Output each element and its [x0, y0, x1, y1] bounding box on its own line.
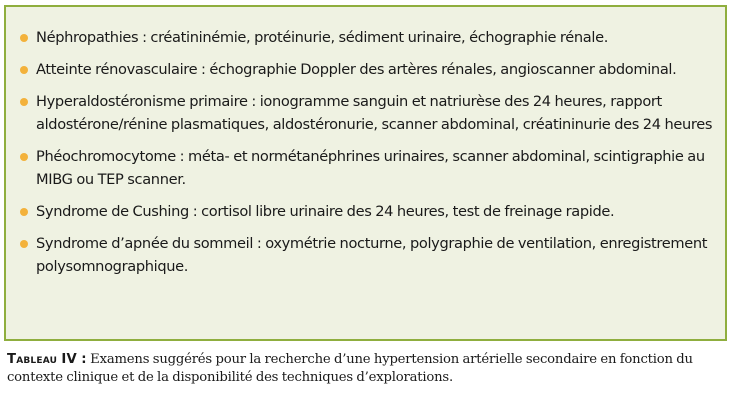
bullet-icon	[20, 66, 28, 74]
list-item-text: Syndrome de Cushing : cortisol libre urinaire des 24 heures, test de freinage rapide.	[36, 203, 615, 220]
list-item	[20, 200, 720, 223]
exam-list	[20, 26, 720, 287]
list-item-text: Atteinte rénovasculaire : échographie Doppler des artères rénales, angioscanner abdominal.	[36, 61, 677, 78]
bullet-icon	[20, 98, 28, 106]
caption-text: Examens suggérés pour la recherche d’une hypertension artérielle secondaire en fonction du contexte clinique et de la disponibilité des techniques d’explorations.	[7, 352, 693, 385]
table-box	[4, 5, 727, 341]
list-item-text: Phéochromocytome : méta- et normétanéphrines urinaires, scanner abdominal, scintigraphie au MIBG ou TEP scanner.	[36, 148, 705, 188]
caption-label: Tableau IV :	[7, 352, 87, 367]
list-item-text: Néphropathies : créatininémie, protéinurie, sédiment urinaire, échographie rénale.	[36, 29, 609, 46]
list-item	[20, 58, 720, 81]
bullet-icon	[20, 34, 28, 42]
list-item-text: Syndrome d’apnée du sommeil : oxymétrie nocturne, polygraphie de ventilation, enregistrement polysomnographique.	[36, 235, 708, 275]
list-item	[20, 90, 720, 136]
list-item	[20, 232, 720, 278]
list-item	[20, 145, 720, 191]
list-item	[20, 26, 720, 49]
list-item-text: Hyperaldostéronisme primaire : ionogramme sanguin et natriurèse des 24 heures, rapport aldostérone/rénine plasmatiques, aldostéronurie, scanner abdominal, créatininurie des 24 heures	[36, 93, 713, 133]
bullet-icon	[20, 240, 28, 248]
bullet-icon	[20, 153, 28, 161]
table-caption	[7, 351, 731, 387]
bullet-icon	[20, 208, 28, 216]
